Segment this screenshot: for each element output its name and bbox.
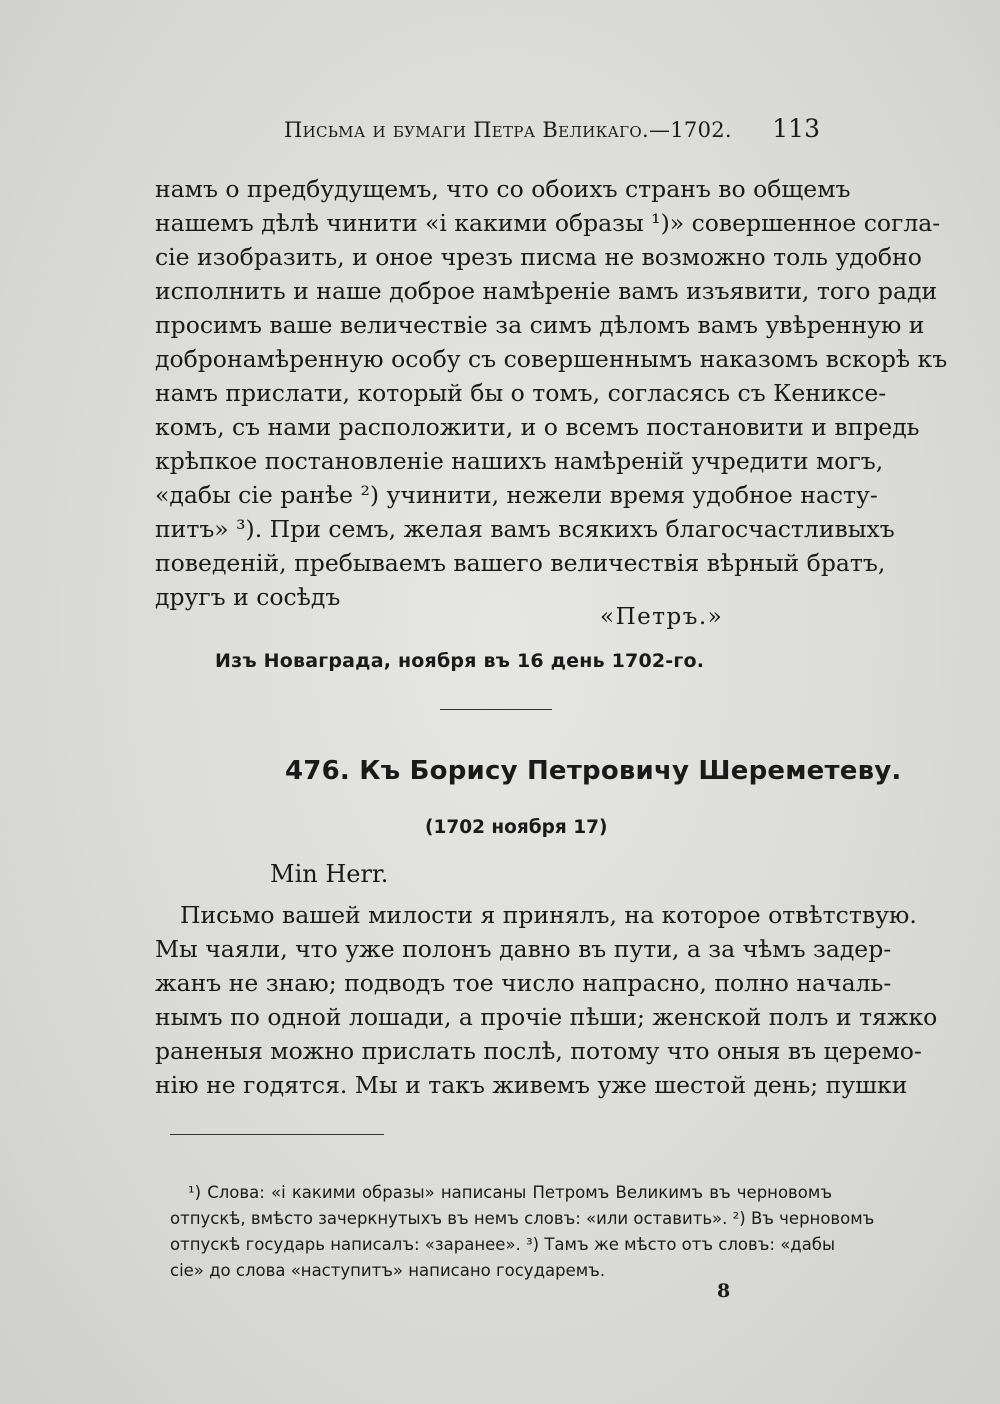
- text-line: исполнить и наше доброе намѣреніе вамъ изъявити, того ради: [155, 277, 938, 305]
- place-date: Изъ Новаграда, ноября въ 16 день 1702-го.: [215, 650, 705, 672]
- salutation: Min Herr.: [270, 860, 389, 888]
- text-line: жанъ не знаю; подводъ тое число напрасно, полно началь-: [155, 969, 892, 997]
- text-line: Письмо вашей милости я принялъ, на которое отвѣтствую.: [180, 901, 917, 929]
- text-line: добронамѣренную особу съ совершеннымъ наказомъ вскорѣ къ: [155, 345, 948, 373]
- text-line: нію не годятся. Мы и такъ живемъ уже шестой день; пушки: [155, 1071, 908, 1099]
- text-line: комъ, съ нами расположити, и о всемъ постановити и впредь: [155, 413, 920, 441]
- text-line: намъ прислати, который бы о томъ, согласясь съ Кениксе-: [155, 379, 887, 407]
- letter-text: [155, 898, 938, 1102]
- previous-letter-text: [155, 172, 948, 614]
- page-number: 113: [772, 114, 820, 143]
- running-head: [270, 112, 830, 152]
- footnote-line: отпускѣ государь написалъ: «заранее». ³) Тамъ же мѣсто отъ словъ: «дабы: [170, 1235, 836, 1254]
- letter-signature: «Петръ.»: [600, 604, 724, 630]
- text-line: нашемъ дѣлѣ чинити «і какими образы ¹)» совершенное согла-: [155, 209, 941, 237]
- footnotes: [170, 1180, 875, 1284]
- text-line: «дабы сіе ранѣе ²) учинити, нежели время удобное насту-: [155, 481, 878, 509]
- footnote-line: ¹) Слова: «і какими образы» написаны Петромъ Великимъ въ черновомъ: [188, 1183, 832, 1202]
- printer-signature-mark: 8: [717, 1280, 731, 1302]
- section-divider: [440, 709, 552, 710]
- text-line: просимъ ваше величествіе за симъ дѣломъ вамъ увѣренную и: [155, 311, 925, 339]
- footnote-line: отпускѣ, вмѣсто зачеркнутыхъ въ немъ словъ: «или оставить». ²) Въ черновомъ: [170, 1209, 875, 1228]
- text-line: поведеній, пребываемъ вашего величествія вѣрный братъ,: [155, 549, 886, 577]
- text-line: Мы чаяли, что уже полонъ давно въ пути, а за чѣмъ задер-: [155, 935, 892, 963]
- text-line: крѣпкое постановленіе нашихъ намѣреній учредити могъ,: [155, 447, 884, 475]
- text-line: другъ и сосѣдъ: [155, 583, 341, 611]
- text-line: сіе изобразить, и оное чрезъ писма не возможно толь удобно: [155, 243, 922, 271]
- text-line: намъ о предбудущемъ, что со обоихъ странъ во общемъ: [155, 175, 851, 203]
- text-line: нымъ по одной лошади, а прочіе пѣши; женской полъ и тяжко: [155, 1003, 938, 1031]
- footnote-line: сіе» до слова «наступитъ» написано государемъ.: [170, 1261, 606, 1280]
- text-line: питъ» ³). При семъ, желая вамъ всякихъ благосчастливыхъ: [155, 515, 895, 543]
- letter-date: (1702 ноября 17): [425, 817, 608, 838]
- footnote-divider: [170, 1134, 384, 1135]
- text-line: раненыя можно прислать послѣ, потому что оныя въ церемо-: [155, 1037, 922, 1065]
- letter-heading: 476. Къ Борису Петровичу Шереметеву.: [285, 756, 902, 786]
- running-title: Письма и бумаги Петра Великаго.—1702.: [284, 118, 732, 142]
